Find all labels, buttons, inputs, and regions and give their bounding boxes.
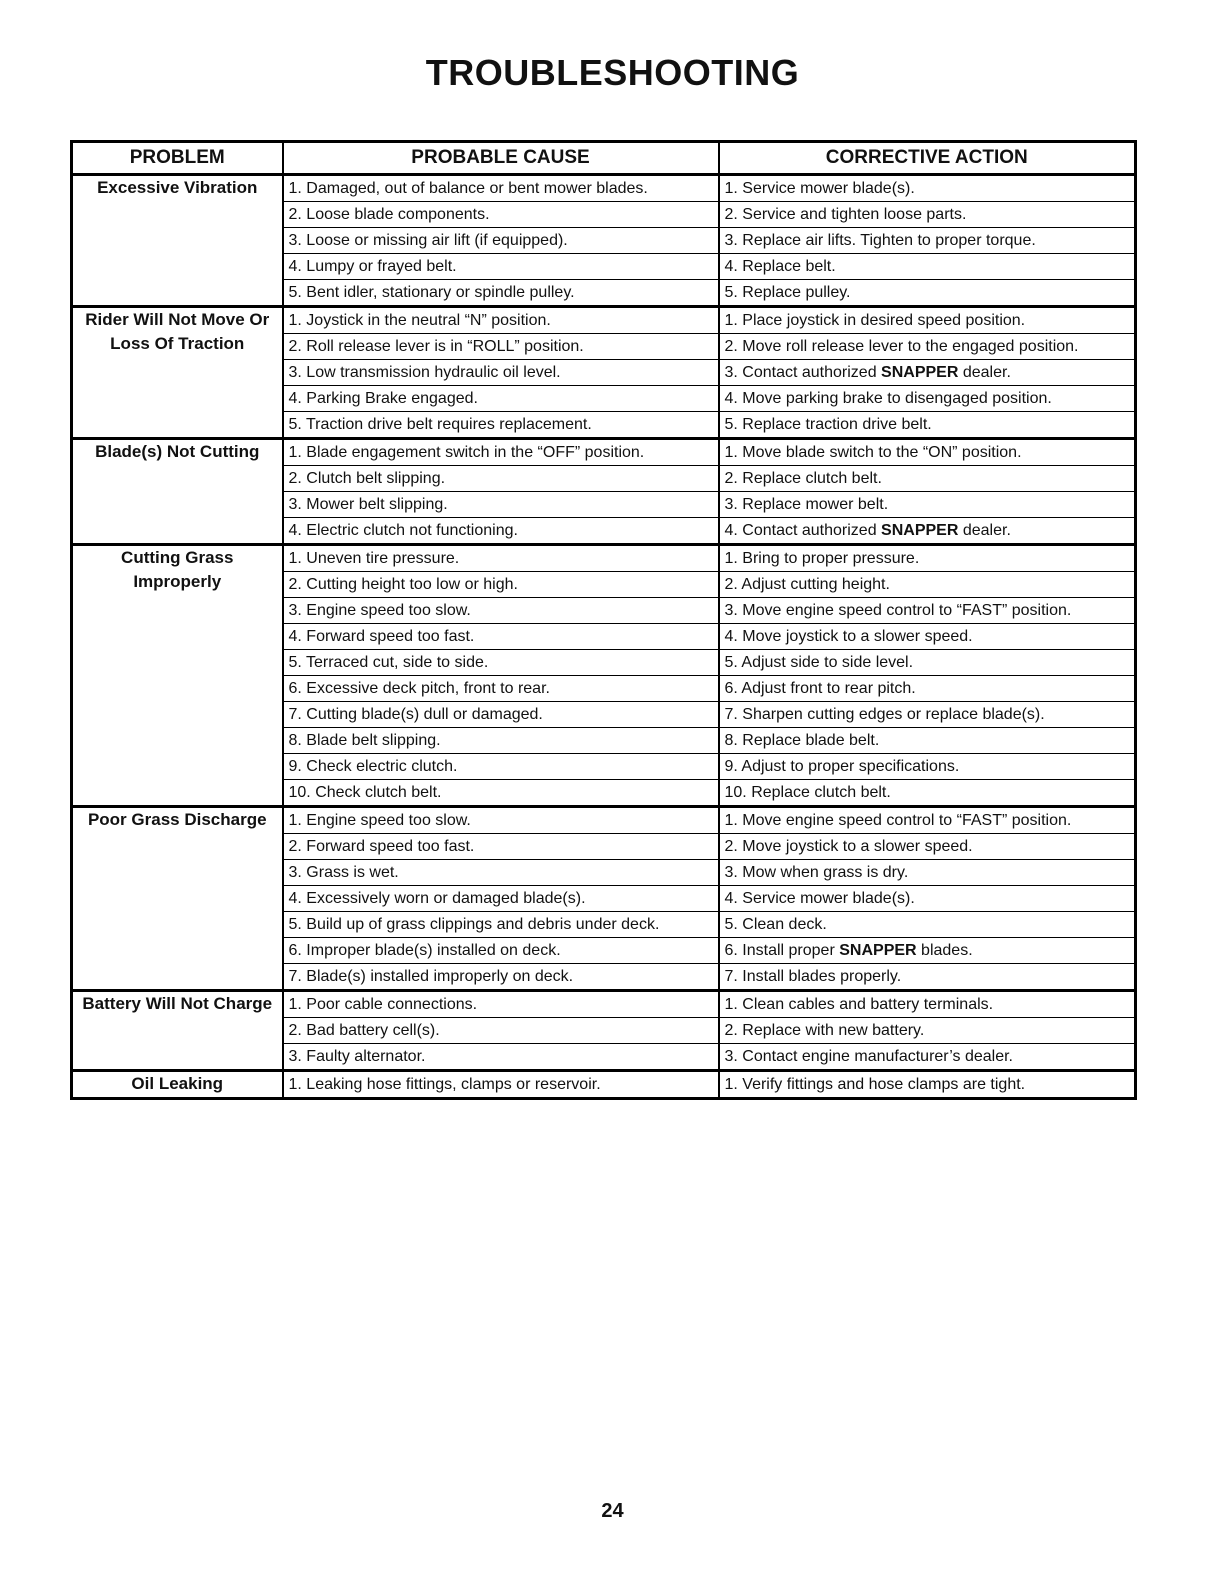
header-problem: PROBLEM bbox=[72, 142, 283, 175]
action-text: 3. Replace mower belt. bbox=[724, 495, 889, 513]
page-number: 24 bbox=[601, 1500, 624, 1522]
corrective-action-cell bbox=[719, 280, 1136, 307]
action-text: 4. Move joystick to a slower speed. bbox=[724, 627, 973, 645]
action-text: 4. Contact authorized bbox=[724, 521, 882, 539]
corrective-action-cell bbox=[719, 518, 1136, 545]
action-text: 1. Bring to proper pressure. bbox=[724, 549, 920, 567]
action-text: 5. Replace pulley. bbox=[724, 283, 851, 301]
corrective-action-cell bbox=[719, 572, 1136, 598]
corrective-action-cell bbox=[719, 439, 1136, 466]
action-text: 6. Adjust front to rear pitch. bbox=[724, 679, 916, 697]
corrective-action-cell bbox=[719, 412, 1136, 439]
action-text: 3. Contact engine manufacturer’s dealer. bbox=[724, 1047, 1013, 1065]
action-text: 2. Replace clutch belt. bbox=[724, 469, 882, 487]
action-text: 2. Adjust cutting height. bbox=[724, 575, 890, 593]
probable-cause-cell: 2. Forward speed too fast. bbox=[283, 834, 719, 860]
action-text: 1. Service mower blade(s). bbox=[724, 179, 915, 197]
table-row bbox=[72, 807, 1136, 834]
corrective-action-cell bbox=[719, 386, 1136, 412]
probable-cause-cell: 3. Low transmission hydraulic oil level. bbox=[283, 360, 719, 386]
corrective-action-cell bbox=[719, 938, 1136, 964]
action-text: 2. Move joystick to a slower speed. bbox=[724, 837, 973, 855]
table-row bbox=[72, 175, 1136, 202]
action-text: 2. Replace with new battery. bbox=[724, 1021, 925, 1039]
action-text: 2. Move roll release lever to the engaged position. bbox=[724, 337, 1079, 355]
probable-cause-cell: 2. Loose blade components. bbox=[283, 202, 719, 228]
action-text: 1. Clean cables and battery terminals. bbox=[724, 995, 994, 1013]
probable-cause-cell: 4. Electric clutch not functioning. bbox=[283, 518, 719, 545]
corrective-action-cell bbox=[719, 307, 1136, 334]
action-text: 3. Move engine speed control to “FAST” position. bbox=[724, 601, 1072, 619]
corrective-action-cell bbox=[719, 545, 1136, 572]
action-text: 9. Adjust to proper specifications. bbox=[724, 757, 960, 775]
probable-cause-cell: 1. Joystick in the neutral “N” position. bbox=[283, 307, 719, 334]
probable-cause-cell: 1. Damaged, out of balance or bent mower blades. bbox=[283, 175, 719, 202]
action-text: 10. Replace clutch belt. bbox=[724, 783, 891, 801]
probable-cause-cell: 1. Leaking hose fittings, clamps or reservoir. bbox=[283, 1071, 719, 1099]
problem-cell: Rider Will Not Move Or Loss Of Traction bbox=[72, 307, 283, 439]
probable-cause-cell: 4. Parking Brake engaged. bbox=[283, 386, 719, 412]
probable-cause-cell: 8. Blade belt slipping. bbox=[283, 728, 719, 754]
probable-cause-cell: 5. Traction drive belt requires replacement. bbox=[283, 412, 719, 439]
corrective-action-cell bbox=[719, 492, 1136, 518]
table-row bbox=[72, 307, 1136, 334]
probable-cause-cell: 3. Loose or missing air lift (if equipped). bbox=[283, 228, 719, 254]
corrective-action-cell bbox=[719, 728, 1136, 754]
problem-cell: Poor Grass Discharge bbox=[72, 807, 283, 991]
problem-cell: Battery Will Not Charge bbox=[72, 991, 283, 1071]
corrective-action-cell bbox=[719, 1071, 1136, 1099]
action-text: 4. Service mower blade(s). bbox=[724, 889, 915, 907]
brand-name: SNAPPER bbox=[881, 521, 959, 539]
brand-name: SNAPPER bbox=[881, 363, 959, 381]
corrective-action-cell bbox=[719, 860, 1136, 886]
probable-cause-cell: 1. Uneven tire pressure. bbox=[283, 545, 719, 572]
corrective-action-cell bbox=[719, 360, 1136, 386]
action-text: 1. Place joystick in desired speed position. bbox=[724, 311, 1026, 329]
page-title: TROUBLESHOOTING bbox=[425, 52, 800, 93]
probable-cause-cell: 5. Build up of grass clippings and debris under deck. bbox=[283, 912, 719, 938]
brand-name: SNAPPER bbox=[839, 941, 917, 959]
corrective-action-cell bbox=[719, 702, 1136, 728]
probable-cause-cell: 6. Excessive deck pitch, front to rear. bbox=[283, 676, 719, 702]
action-text: 7. Sharpen cutting edges or replace blade(s). bbox=[724, 705, 1045, 723]
probable-cause-cell: 4. Excessively worn or damaged blade(s). bbox=[283, 886, 719, 912]
troubleshooting-table bbox=[70, 140, 1137, 1100]
corrective-action-cell bbox=[719, 254, 1136, 280]
action-text: 3. Contact authorized bbox=[724, 363, 882, 381]
action-text: 1. Move engine speed control to “FAST” position. bbox=[724, 811, 1072, 829]
action-text: 5. Clean deck. bbox=[724, 915, 827, 933]
action-text: 6. Install proper bbox=[724, 941, 840, 959]
probable-cause-cell: 10. Check clutch belt. bbox=[283, 780, 719, 807]
header-probable-cause: PROBABLE CAUSE bbox=[283, 142, 719, 175]
corrective-action-cell bbox=[719, 676, 1136, 702]
corrective-action-cell bbox=[719, 466, 1136, 492]
action-text: dealer. bbox=[958, 521, 1011, 539]
probable-cause-cell: 1. Engine speed too slow. bbox=[283, 807, 719, 834]
probable-cause-cell: 3. Engine speed too slow. bbox=[283, 598, 719, 624]
probable-cause-cell: 7. Cutting blade(s) dull or damaged. bbox=[283, 702, 719, 728]
action-text: 3. Mow when grass is dry. bbox=[724, 863, 909, 881]
corrective-action-cell bbox=[719, 991, 1136, 1018]
action-text: dealer. bbox=[958, 363, 1011, 381]
probable-cause-cell: 3. Grass is wet. bbox=[283, 860, 719, 886]
action-text: 3. Replace air lifts. Tighten to proper torque. bbox=[724, 231, 1036, 249]
corrective-action-cell bbox=[719, 598, 1136, 624]
probable-cause-cell: 5. Bent idler, stationary or spindle pulley. bbox=[283, 280, 719, 307]
corrective-action-cell bbox=[719, 754, 1136, 780]
corrective-action-cell bbox=[719, 175, 1136, 202]
probable-cause-cell: 9. Check electric clutch. bbox=[283, 754, 719, 780]
probable-cause-cell: 4. Forward speed too fast. bbox=[283, 624, 719, 650]
table-row bbox=[72, 439, 1136, 466]
table-row bbox=[72, 1071, 1136, 1099]
action-text: 4. Move parking brake to disengaged position. bbox=[724, 389, 1052, 407]
corrective-action-cell bbox=[719, 1018, 1136, 1044]
probable-cause-cell: 2. Roll release lever is in “ROLL” position. bbox=[283, 334, 719, 360]
table-row bbox=[72, 991, 1136, 1018]
probable-cause-cell: 2. Cutting height too low or high. bbox=[283, 572, 719, 598]
probable-cause-cell: 4. Lumpy or frayed belt. bbox=[283, 254, 719, 280]
probable-cause-cell: 2. Clutch belt slipping. bbox=[283, 466, 719, 492]
corrective-action-cell bbox=[719, 807, 1136, 834]
table-header-row bbox=[72, 142, 1136, 175]
action-text: 1. Move blade switch to the “ON” position. bbox=[724, 443, 1022, 461]
problem-cell: Excessive Vibration bbox=[72, 175, 283, 307]
action-text: 7. Install blades properly. bbox=[724, 967, 902, 985]
corrective-action-cell bbox=[719, 780, 1136, 807]
probable-cause-cell: 3. Mower belt slipping. bbox=[283, 492, 719, 518]
action-text: 2. Service and tighten loose parts. bbox=[724, 205, 967, 223]
probable-cause-cell: 3. Faulty alternator. bbox=[283, 1044, 719, 1071]
corrective-action-cell bbox=[719, 334, 1136, 360]
corrective-action-cell bbox=[719, 202, 1136, 228]
probable-cause-cell: 1. Poor cable connections. bbox=[283, 991, 719, 1018]
corrective-action-cell bbox=[719, 228, 1136, 254]
corrective-action-cell bbox=[719, 1044, 1136, 1071]
table-row bbox=[72, 545, 1136, 572]
probable-cause-cell: 2. Bad battery cell(s). bbox=[283, 1018, 719, 1044]
action-text: 5. Adjust side to side level. bbox=[724, 653, 914, 671]
action-text: blades. bbox=[916, 941, 973, 959]
action-text: 1. Verify fittings and hose clamps are tight. bbox=[724, 1075, 1026, 1093]
probable-cause-cell: 5. Terraced cut, side to side. bbox=[283, 650, 719, 676]
action-text: 8. Replace blade belt. bbox=[724, 731, 880, 749]
problem-cell: Cutting Grass Improperly bbox=[72, 545, 283, 807]
corrective-action-cell bbox=[719, 964, 1136, 991]
problem-cell: Oil Leaking bbox=[72, 1071, 283, 1099]
probable-cause-cell: 1. Blade engagement switch in the “OFF” position. bbox=[283, 439, 719, 466]
action-text: 5. Replace traction drive belt. bbox=[724, 415, 932, 433]
header-corrective-action: CORRECTIVE ACTION bbox=[719, 142, 1136, 175]
corrective-action-cell bbox=[719, 834, 1136, 860]
corrective-action-cell bbox=[719, 886, 1136, 912]
corrective-action-cell bbox=[719, 624, 1136, 650]
table-body bbox=[72, 175, 1136, 1099]
probable-cause-cell: 7. Blade(s) installed improperly on deck. bbox=[283, 964, 719, 991]
probable-cause-cell: 6. Improper blade(s) installed on deck. bbox=[283, 938, 719, 964]
problem-cell: Blade(s) Not Cutting bbox=[72, 439, 283, 545]
action-text: 4. Replace belt. bbox=[724, 257, 836, 275]
corrective-action-cell bbox=[719, 912, 1136, 938]
corrective-action-cell bbox=[719, 650, 1136, 676]
